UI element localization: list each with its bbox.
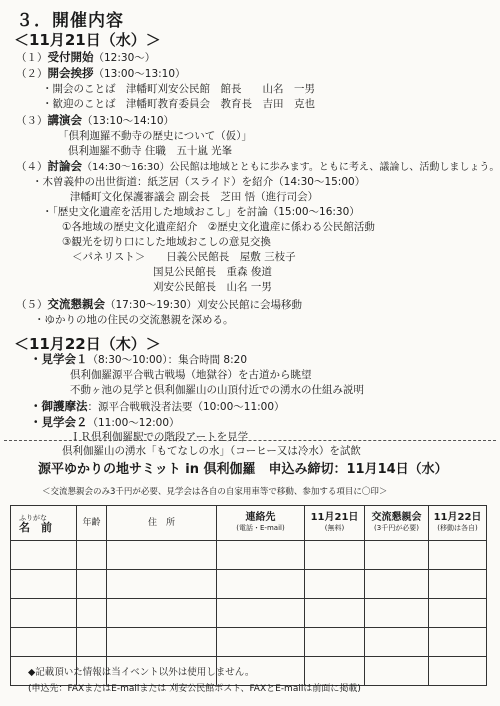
header-day22-sub: (移動は各自) [437, 524, 478, 532]
table-row[interactable] [11, 570, 487, 599]
item-label: ・御護摩法 [30, 399, 88, 413]
item-num: （４） [16, 161, 48, 173]
tour-1 [30, 353, 247, 367]
day21-cell[interactable] [305, 599, 365, 628]
party-cell[interactable] [365, 657, 429, 686]
header-contact-label: 連絡先 [245, 512, 276, 523]
discussion-point-1-2: ①各地域の歴史文化遺産紹介 ②歴史文化遺産に係わる公民館活動 [62, 221, 375, 233]
panelist-3: 刈安公民館長 山名 一男 [153, 281, 272, 293]
header-name-ruby: ふりがな [19, 513, 47, 522]
day21-cell[interactable] [305, 570, 365, 599]
contact-cell[interactable] [217, 628, 305, 657]
header-name [11, 506, 77, 541]
tour-2 [30, 416, 180, 430]
table-row[interactable] [11, 628, 487, 657]
opening-speech: ・開会のことば 津幡町刈安公民館 館長 山名 一男 [42, 83, 315, 95]
header-party-sub: (3千円が必要) [374, 524, 419, 532]
submission-info: (申込先：FAXまたはE-mailまたは 刈安公民館ポスト、FAXとE-mailは前面に掲載) [28, 684, 361, 694]
panelist-1: ＜パネリスト＞ 日義公民館長 屋敷 三枝子 [72, 251, 296, 263]
item-detail: （8:30～10:00）：集合時間 8:20 [87, 354, 248, 366]
item-detail: （14:30～16:30）公民館は地域とともに歩みます。ともに考え、議論し、活動しましょう。 [82, 162, 500, 173]
age-cell[interactable] [77, 541, 107, 570]
contact-cell[interactable] [217, 599, 305, 628]
name-cell[interactable] [11, 570, 77, 599]
header-contact [217, 506, 305, 541]
tour-2-desc-2: 倶利伽羅山の湧水「もてなしの水」（コーヒー又は冷水）を試飲 [62, 445, 361, 457]
contact-cell[interactable] [217, 570, 305, 599]
day22-cell[interactable] [429, 628, 487, 657]
item-detail: ：源平合戦戦没者法要（10:00～11:00） [87, 401, 285, 413]
cut-line [4, 440, 496, 441]
header-address: 住 所 [107, 506, 217, 541]
item-num: （３） [16, 115, 48, 127]
address-cell[interactable] [107, 570, 217, 599]
tour-1-desc-2: 不動ヶ池の見学と倶利伽羅山の山頂付近での湧水の仕組み説明 [70, 384, 364, 396]
application-table [10, 505, 487, 686]
party-cell[interactable] [365, 628, 429, 657]
tour-1-desc-1: 倶利伽羅源平合戦古戦場（地獄谷）を古道から眺望 [70, 369, 312, 381]
item-detail: （11:00～12:00） [87, 417, 180, 429]
day22-cell[interactable] [429, 657, 487, 686]
item-detail: （17:30～19:30）刈安公民館に会場移動 [105, 299, 303, 311]
day22-cell[interactable] [429, 541, 487, 570]
header-name-label: 名 前 [19, 520, 52, 534]
name-cell[interactable] [11, 541, 77, 570]
address-cell[interactable] [107, 628, 217, 657]
section-title: ３．開催内容 [16, 11, 124, 31]
table-row[interactable] [11, 599, 487, 628]
item-label: 受付開始 [47, 50, 94, 64]
panelist-2: 国見公民館長 重森 俊道 [153, 266, 272, 278]
contact-cell[interactable] [217, 541, 305, 570]
discussion-moderator: 津幡町文化保護審議会 副会長 芝田 悟（進行司会） [70, 191, 319, 203]
item-opening [16, 67, 186, 81]
item-discussion [16, 160, 499, 174]
item-label: ・見学会１ [30, 352, 88, 366]
item-detail: （13:00～13:10） [93, 68, 186, 80]
name-cell[interactable] [11, 599, 77, 628]
item-label: 講演会 [47, 113, 82, 127]
lecture-title: 「倶利迦羅不動寺の歴史について（仮）」 [58, 130, 253, 142]
header-day21-sub: (無料) [324, 524, 345, 532]
item-detail: （13:10～14:10） [82, 115, 175, 127]
discussion-kamishibai: ・木曽義仲の出世街道：紙芝居（スライド）を紹介（14:30～15:00） [32, 176, 366, 188]
day21-cell[interactable] [305, 541, 365, 570]
item-num: （１） [16, 52, 48, 64]
party-cell[interactable] [365, 599, 429, 628]
item-lecture [16, 114, 174, 128]
table-row[interactable] [11, 541, 487, 570]
header-day21-label: 11月21日 [310, 512, 359, 523]
discussion-point-3: ③観光を切り口にした地域おこしの意見交換 [62, 236, 271, 248]
age-cell[interactable] [77, 570, 107, 599]
party-cell[interactable] [365, 541, 429, 570]
day21-cell[interactable] [305, 628, 365, 657]
item-party [16, 298, 302, 312]
item-label: 討論会 [47, 159, 82, 173]
goma-ceremony [30, 400, 285, 414]
address-cell[interactable] [107, 599, 217, 628]
party-cell[interactable] [365, 570, 429, 599]
day22-cell[interactable] [429, 570, 487, 599]
day1-date: ＜11月21日（水）＞ [14, 31, 161, 49]
header-party [365, 506, 429, 541]
age-cell[interactable] [77, 628, 107, 657]
name-cell[interactable] [11, 628, 77, 657]
tour-2-desc-1: ＩＲ倶利伽羅駅での階段アートを見学 [70, 431, 249, 443]
item-reception [16, 51, 155, 65]
form-title: 源平ゆかりの地サミット in 倶利伽羅 申込み締切：11月14日（水） [38, 462, 448, 477]
item-num: （５） [16, 299, 48, 311]
welcome-speech: ・歓迎のことば 津幡町教育委員会 教育長 吉田 克也 [42, 98, 315, 110]
item-num: （２） [16, 68, 48, 80]
item-label: 交流懇親会 [47, 297, 105, 311]
header-age: 年齢 [77, 506, 107, 541]
party-description: ・ゆかりの地の住民の交流懇親を深める。 [34, 314, 234, 326]
item-label: 開会挨拶 [47, 66, 94, 80]
address-cell[interactable] [107, 541, 217, 570]
lecture-speaker: 倶利迦羅不動寺 住職 五十嵐 光峯 [68, 145, 233, 157]
table-header-row [11, 506, 487, 541]
discussion-topic: ・「歴史文化遺産を活用した地域おこし」を討論（15:00～16:30） [42, 206, 360, 218]
age-cell[interactable] [77, 599, 107, 628]
form-note: ＜交流懇親会のみ3千円が必要、見学会は各自の自家用車等で移動、参加する項目に〇印＞ [42, 487, 388, 497]
header-day21 [305, 506, 365, 541]
header-contact-sub: (電話・E-mail) [236, 524, 285, 532]
day22-cell[interactable] [429, 599, 487, 628]
header-day22 [429, 506, 487, 541]
header-day22-label: 11月22日 [433, 512, 482, 523]
header-party-label: 交流懇親会 [371, 512, 422, 523]
privacy-note: ◆記載頂いた情報は当イベント以外は使用しません。 [28, 667, 255, 678]
item-label: ・見学会２ [30, 415, 88, 429]
day2-date: ＜11月22日（木）＞ [14, 335, 161, 353]
item-detail: （12:30～） [93, 52, 156, 64]
